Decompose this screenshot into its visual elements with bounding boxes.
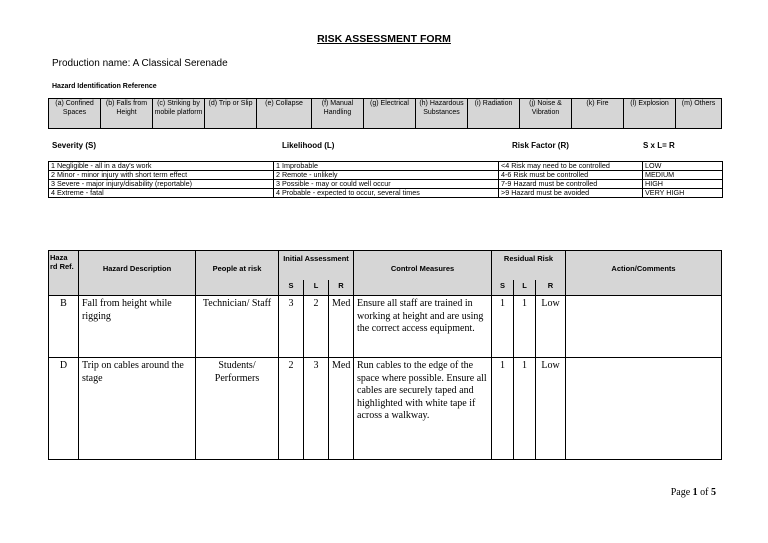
col-hazard-ref: Haza rd Ref. xyxy=(49,251,79,296)
hazard-reference-label: Hazard Identification Reference xyxy=(52,83,157,90)
hazard-explosion: (l) Explosion xyxy=(624,99,676,129)
severity-item: 4 Extreme - fatal xyxy=(49,189,274,198)
row-people-at-risk: Students/ Performers xyxy=(196,358,279,460)
row-initial-s: 3 xyxy=(279,296,304,358)
col-residual-s: S xyxy=(492,280,514,296)
col-control-measures: Control Measures xyxy=(354,251,492,296)
scale-row xyxy=(49,162,723,171)
row-hazard-ref: B xyxy=(49,296,79,358)
row-initial-r: Med xyxy=(329,358,354,460)
hazard-falls-from-height: (b) Falls from Height xyxy=(101,99,153,129)
row-hazard-description: Trip on cables around the stage xyxy=(79,358,196,460)
row-initial-s: 2 xyxy=(279,358,304,460)
risk-assessment-table xyxy=(48,250,722,460)
page-current: 1 xyxy=(692,487,698,498)
row-residual-s: 1 xyxy=(492,358,514,460)
scale-row xyxy=(49,180,723,189)
row-residual-l: 1 xyxy=(514,358,536,460)
row-control-measures: Ensure all staff are trained in working at height and are using the correct access equipment. xyxy=(354,296,492,358)
hazard-striking: (c) Striking by mobile platform xyxy=(153,99,205,129)
hazard-manual-handling: (f) Manual Handling xyxy=(312,99,364,129)
hazard-trip-slip: (d) Trip or Slip xyxy=(205,99,257,129)
risk-level-item: HIGH xyxy=(643,180,723,189)
col-action-comments: Action/Comments xyxy=(566,251,722,296)
row-control-measures: Run cables to the edge of the space where possible. Ensure all cables are securely taped and highlighted with white tape if across a walkway. xyxy=(354,358,492,460)
risk-level-item: MEDIUM xyxy=(643,171,723,180)
likelihood-heading: Likelihood (L) xyxy=(282,141,335,150)
severity-item: 3 Severe - major injury/disability (reportable) xyxy=(49,180,274,189)
risk-factor-item: 4-6 Risk must be controlled xyxy=(499,171,643,180)
page-of: of xyxy=(700,487,709,498)
page-total: 5 xyxy=(711,487,716,498)
form-title: RISK ASSESSMENT FORM xyxy=(317,33,451,45)
table-row xyxy=(49,358,722,460)
hazard-radiation: (i) Radiation xyxy=(468,99,520,129)
row-residual-l: 1 xyxy=(514,296,536,358)
scale-table xyxy=(48,161,723,198)
row-action-comments xyxy=(566,296,722,358)
row-people-at-risk: Technician/ Staff xyxy=(196,296,279,358)
col-residual-l: L xyxy=(514,280,536,296)
col-initial-s: S xyxy=(279,280,304,296)
risk-factor-heading: Risk Factor (R) xyxy=(512,141,569,150)
page-number xyxy=(671,487,716,498)
risk-factor-item: <4 Risk may need to be controlled xyxy=(499,162,643,171)
risk-level-item: VERY HIGH xyxy=(643,189,723,198)
hazard-collapse: (e) Collapse xyxy=(257,99,312,129)
scale-row xyxy=(49,171,723,180)
col-people-at-risk: People at risk xyxy=(196,251,279,296)
row-residual-s: 1 xyxy=(492,296,514,358)
hazard-noise-vibration: (j) Noise & Vibration xyxy=(520,99,572,129)
hazard-confined-spaces: (a) Confined Spaces xyxy=(49,99,101,129)
row-residual-r: Low xyxy=(536,296,566,358)
table-row xyxy=(49,296,722,358)
hazard-fire: (k) Fire xyxy=(572,99,624,129)
scale-row xyxy=(49,189,723,198)
row-initial-l: 2 xyxy=(304,296,329,358)
page-prefix: Page xyxy=(670,487,691,498)
risk-level-item: LOW xyxy=(643,162,723,171)
row-residual-r: Low xyxy=(536,358,566,460)
hazard-others: (m) Others xyxy=(676,99,722,129)
risk-factor-item: 7-9 Hazard must be controlled xyxy=(499,180,643,189)
likelihood-item: 2 Remote - unlikely xyxy=(274,171,499,180)
row-action-comments xyxy=(566,358,722,460)
likelihood-item: 1 Improbable xyxy=(274,162,499,171)
hazard-hazardous-substances: (h) Hazardous Substances xyxy=(416,99,468,129)
row-hazard-description: Fall from height while rigging xyxy=(79,296,196,358)
risk-factor-item: >9 Hazard must be avoided xyxy=(499,189,643,198)
col-residual-risk: Residual Risk xyxy=(492,251,566,280)
severity-item: 1 Negligible - all in a day's work xyxy=(49,162,274,171)
severity-item: 2 Minor - minor injury with short term effect xyxy=(49,171,274,180)
likelihood-item: 3 Possible - may or could well occur xyxy=(274,180,499,189)
row-initial-l: 3 xyxy=(304,358,329,460)
col-hazard-description: Hazard Description xyxy=(79,251,196,296)
col-initial-l: L xyxy=(304,280,329,296)
severity-heading: Severity (S) xyxy=(52,141,97,150)
hazard-reference-table xyxy=(48,98,722,129)
col-residual-r: R xyxy=(536,280,566,296)
likelihood-item: 4 Probable - expected to occur, several times xyxy=(274,189,499,198)
hazard-electrical: (g) Electrical xyxy=(364,99,416,129)
row-hazard-ref: D xyxy=(49,358,79,460)
production-name: Production name: A Classical Serenade xyxy=(52,58,228,69)
sxl-heading: S x L= R xyxy=(643,141,675,150)
row-initial-r: Med xyxy=(329,296,354,358)
col-initial-assessment: Initial Assessment xyxy=(279,251,354,280)
col-initial-r: R xyxy=(329,280,354,296)
